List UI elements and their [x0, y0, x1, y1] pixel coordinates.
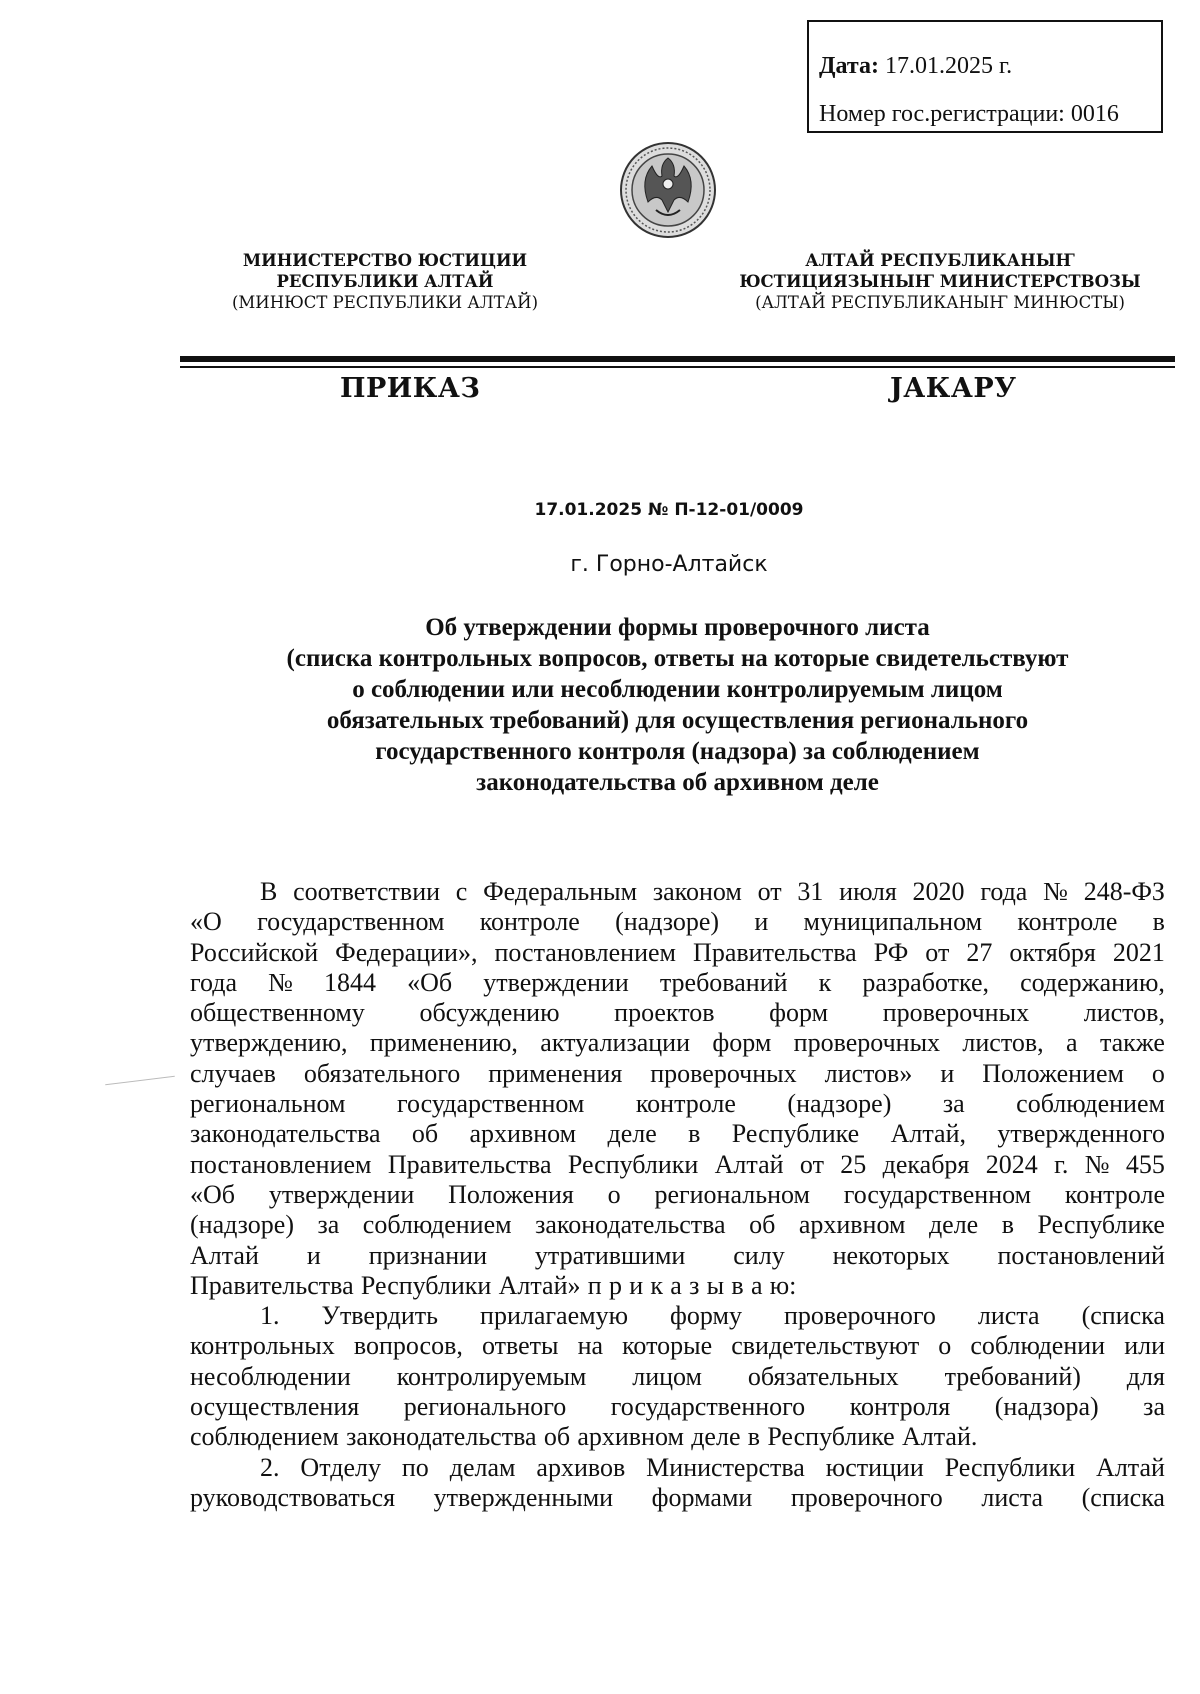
ministry-header-alt: [700, 250, 1180, 313]
body-line: 2. Отделу по делам архивов Министерства юстиции Республики Алтай: [260, 1452, 1165, 1482]
header-right-line1: АЛТАЙ РЕСПУБЛИКАНЫҤ: [805, 251, 1075, 270]
body-line: соблюдением законодательства об архивном деле в Республике Алтай.: [190, 1422, 978, 1452]
body-line: Алтай и признании утратившими силу некоторых постановлений: [190, 1240, 1165, 1270]
header-divider-thick: [180, 356, 1175, 362]
order-subject: [180, 612, 1175, 798]
city: г. Горно-Алтайск: [570, 552, 768, 577]
body-line: региональном государственном контроле (надзоре) за соблюдением: [190, 1089, 1165, 1119]
body-line: В соответствии с Федеральным законом от 31 июля 2020 года № 248-ФЗ: [260, 877, 1165, 906]
body-line: Правительства Республики Алтай» п р и к а з ы в а ю:: [190, 1270, 797, 1300]
subject-line: Об утверждении формы проверочного листа: [425, 614, 930, 641]
ministry-header-ru: [200, 250, 570, 313]
header-left-line3: (МИНЮСТ РЕСПУБЛИКИ АЛТАЙ): [231, 293, 539, 312]
body-line: Российской Федерации», постановлением Правительства РФ от 27 октября 2021: [190, 937, 1165, 967]
body-line: 1. Утвердить прилагаемую форму проверочного листа (списка: [260, 1301, 1165, 1331]
header-right-line2: ЮСТИЦИЯЗЫНЫҤ МИНИСТЕРСТВОЗЫ: [739, 272, 1141, 291]
body-line: (надзоре) за соблюдением законодательства об архивном деле в Республике: [190, 1210, 1165, 1240]
coat-of-arms-icon: [618, 140, 718, 240]
body-line: осуществления регионального государственного контроля (надзора) за: [190, 1392, 1165, 1422]
body-line: законодательства об архивном деле в Республике Алтай, утвержденного: [190, 1119, 1165, 1149]
order-body: [190, 877, 1165, 1513]
body-line: случаев обязательного применения проверочных листов» и Положением о: [190, 1058, 1165, 1088]
header-divider-thin: [180, 366, 1175, 368]
subject-line: о соблюдении или несоблюдении контролируемым лицом: [352, 676, 1003, 703]
header-left-line2: РЕСПУБЛИКИ АЛТАЙ: [276, 272, 494, 291]
body-line: контрольных вопросов, ответы на которые свидетельствуют о соблюдении или: [190, 1331, 1165, 1361]
date-value: 17.01.2025 г.: [884, 53, 1013, 79]
doc-type-alt: JАКАРУ: [890, 373, 1017, 404]
subject-line: законодательства об архивном деле: [476, 769, 879, 796]
date-label: Дата:: [819, 53, 879, 79]
body-line: утверждению, применению, актуализации форм проверочных листов, а также: [190, 1028, 1165, 1058]
doc-type-ru: ПРИКАЗ: [340, 373, 481, 404]
subject-line: обязательных требований) для осуществления регионального: [326, 707, 1029, 734]
number-value: 0016: [1070, 101, 1119, 127]
header-left-line1: МИНИСТЕРСТВО ЮСТИЦИИ: [242, 251, 528, 270]
registration-date: [819, 42, 1161, 90]
body-line: постановлением Правительства Республики Алтай от 25 декабря 2024 г. № 455: [190, 1149, 1165, 1179]
subject-line: государственного контроля (надзора) за соблюдением: [375, 738, 980, 765]
order-number: 17.01.2025 № П-12-01/0009: [534, 500, 804, 520]
body-line: общественному обсуждению проектов форм проверочных листов,: [190, 998, 1165, 1028]
body-line: «Об утверждении Положения о региональном государственном контроле: [190, 1179, 1165, 1209]
body-line: «О государственном контроле (надзоре) и муниципальном контроле в: [190, 907, 1165, 937]
body-line: года № 1844 «Об утверждении требований к разработке, содержанию,: [190, 967, 1165, 997]
scan-mark: [105, 1076, 175, 1086]
subject-line: (списка контрольных вопросов, ответы на которые свидетельствуют: [286, 645, 1069, 672]
number-label: Номер гос.регистрации:: [819, 101, 1065, 127]
body-line: руководствоваться утвержденными формами проверочного листа (списка: [190, 1482, 1165, 1512]
registration-box: [807, 20, 1163, 133]
registration-number: [819, 90, 1161, 138]
header-right-line3: (АЛТАЙ РЕСПУБЛИКАНЫҤ МИНЮСТЫ): [755, 293, 1125, 312]
body-line: несоблюдении контролируемым лицом обязательных требований) для: [190, 1361, 1165, 1391]
